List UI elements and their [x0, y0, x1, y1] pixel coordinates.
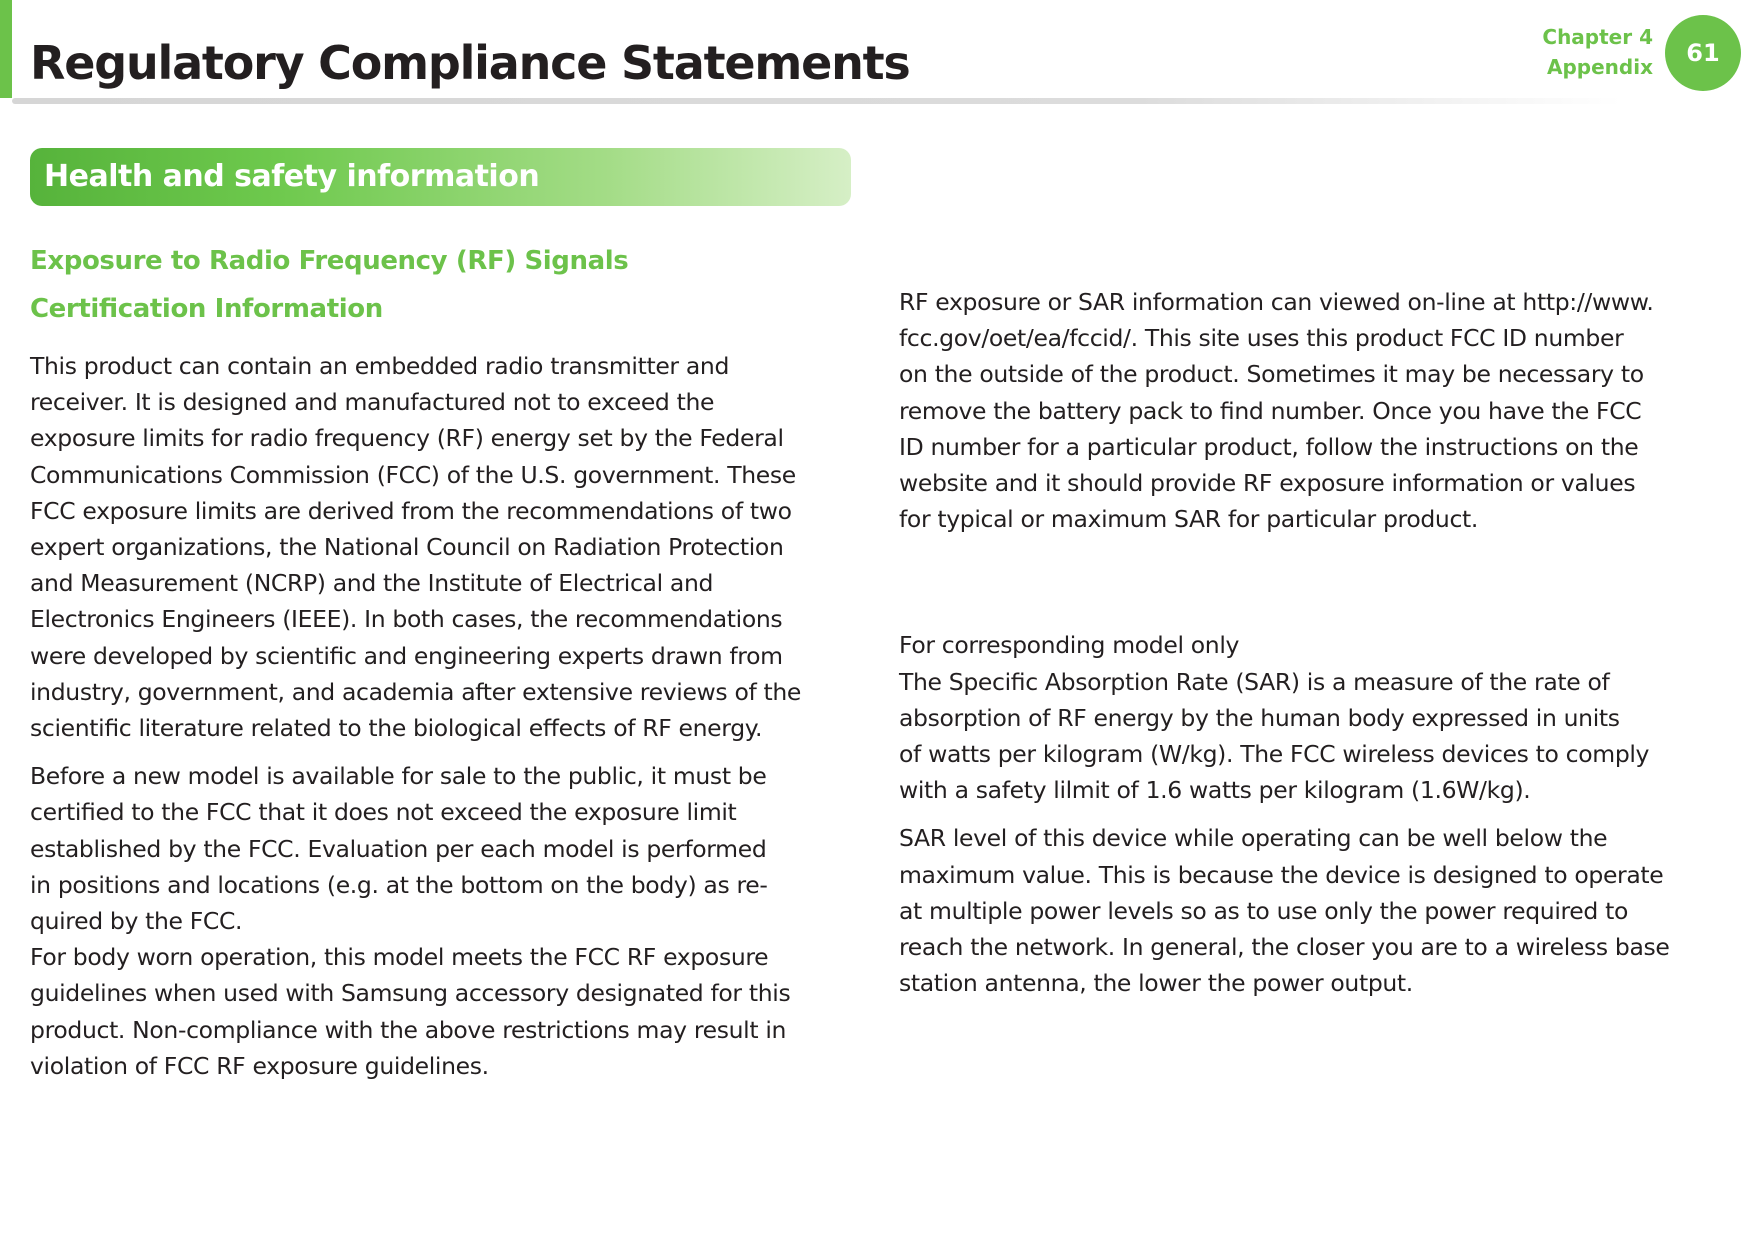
exposure-heading: Exposure to Radio Frequency (RF) Signals — [30, 246, 629, 276]
text-line: SAR level of this device while operating can be well below the — [899, 824, 1608, 853]
text-line: RF exposure or SAR information can viewed on-line at http://www. — [899, 288, 1654, 316]
text-line: certiﬁed to the FCC that it does not exceed the exposure limit — [30, 798, 737, 827]
text-line: This product can contain an embedded radio transmitter and — [30, 352, 730, 380]
text-line: with a safety lilmit of 1.6 watts per kilogram (1.6W/kg). — [899, 776, 1531, 805]
text-line: were developed by scientiﬁc and engineering experts drawn from — [30, 641, 783, 670]
evaluation-paragraph — [30, 758, 870, 1084]
text-line: absorption of RF energy by the human body expressed in units — [899, 703, 1620, 732]
text-line: exposure limits for radio frequency (RF) energy set by the Federal — [30, 424, 784, 453]
text-line: guidelines when used with Samsung accessory designated for this — [30, 979, 791, 1008]
text-line: station antenna, the lower the power output. — [899, 969, 1413, 998]
sar-definition-paragraph — [899, 627, 1739, 808]
text-line: expert organizations, the National Council on Radiation Protection — [30, 533, 784, 562]
text-line: scientiﬁc literature related to the biological eﬀects of RF energy. — [30, 714, 763, 743]
title-accent-bar — [0, 0, 12, 98]
text-line: maximum value. This is because the device is designed to operate — [899, 860, 1664, 889]
text-line: established by the FCC. Evaluation per each model is performed — [30, 834, 767, 863]
right-column — [899, 284, 1739, 1001]
section-title: Health and safety information — [44, 159, 540, 194]
certification-paragraph — [30, 348, 870, 746]
text-line: fcc.gov/oet/ea/fccid/. This site uses this product FCC ID number — [899, 324, 1624, 353]
text-line: at multiple power levels so as to use only the power required to — [899, 896, 1628, 925]
section-banner — [30, 148, 851, 206]
chapter-indicator — [1542, 22, 1653, 82]
text-line: industry, government, and academia after extensive reviews of the — [30, 677, 802, 706]
chapter-label: Chapter 4 — [1542, 25, 1653, 49]
sar-level-paragraph — [899, 820, 1739, 1001]
text-line: quired by the FCC. — [30, 907, 243, 936]
sar-online-paragraph — [899, 284, 1739, 537]
text-line: remove the battery pack to ﬁnd number. Once you have the FCC — [899, 396, 1642, 425]
text-line: on the outside of the product. Sometimes it may be necessary to — [899, 360, 1644, 389]
text-line: reach the network. In general, the closer you are to a wireless base — [899, 933, 1670, 962]
left-column — [30, 348, 870, 1084]
text-line: and Measurement (NCRP) and the Institute of Electrical and — [30, 569, 714, 598]
text-line: Before a new model is available for sale to the public, it must be — [30, 762, 767, 791]
text-line: The Speciﬁc Absorption Rate (SAR) is a measure of the rate of — [899, 667, 1610, 696]
text-line: receiver. It is designed and manufactured not to exceed the — [30, 388, 715, 417]
text-line: for typical or maximum SAR for particular product. — [899, 505, 1479, 534]
text-line: For corresponding model only — [899, 631, 1240, 660]
text-line: product. Non-compliance with the above restrictions may result in — [30, 1015, 787, 1044]
section-label: Appendix — [1547, 55, 1653, 79]
text-line: For body worn operation, this model meets the FCC RF exposure — [30, 943, 769, 972]
text-line: ID number for a particular product, follow the instructions on the — [899, 432, 1639, 461]
text-line: of watts per kilogram (W/kg). The FCC wireless devices to comply — [899, 740, 1650, 769]
certification-heading: Certiﬁcation Information — [30, 294, 383, 324]
title-divider — [12, 98, 1622, 104]
text-line: Electronics Engineers (IEEE). In both cases, the recommendations — [30, 605, 783, 634]
page-number-badge: 61 — [1665, 15, 1741, 91]
text-line: Communications Commission (FCC) of the U.S. government. These — [30, 460, 796, 489]
text-line: FCC exposure limits are derived from the recommendations of two — [30, 496, 792, 525]
text-line: website and it should provide RF exposure information or values — [899, 469, 1636, 498]
text-line: in positions and locations (e.g. at the bottom on the body) as re- — [30, 870, 768, 899]
page-title: Regulatory Compliance Statements — [30, 36, 910, 90]
text-line: violation of FCC RF exposure guidelines. — [30, 1051, 489, 1080]
